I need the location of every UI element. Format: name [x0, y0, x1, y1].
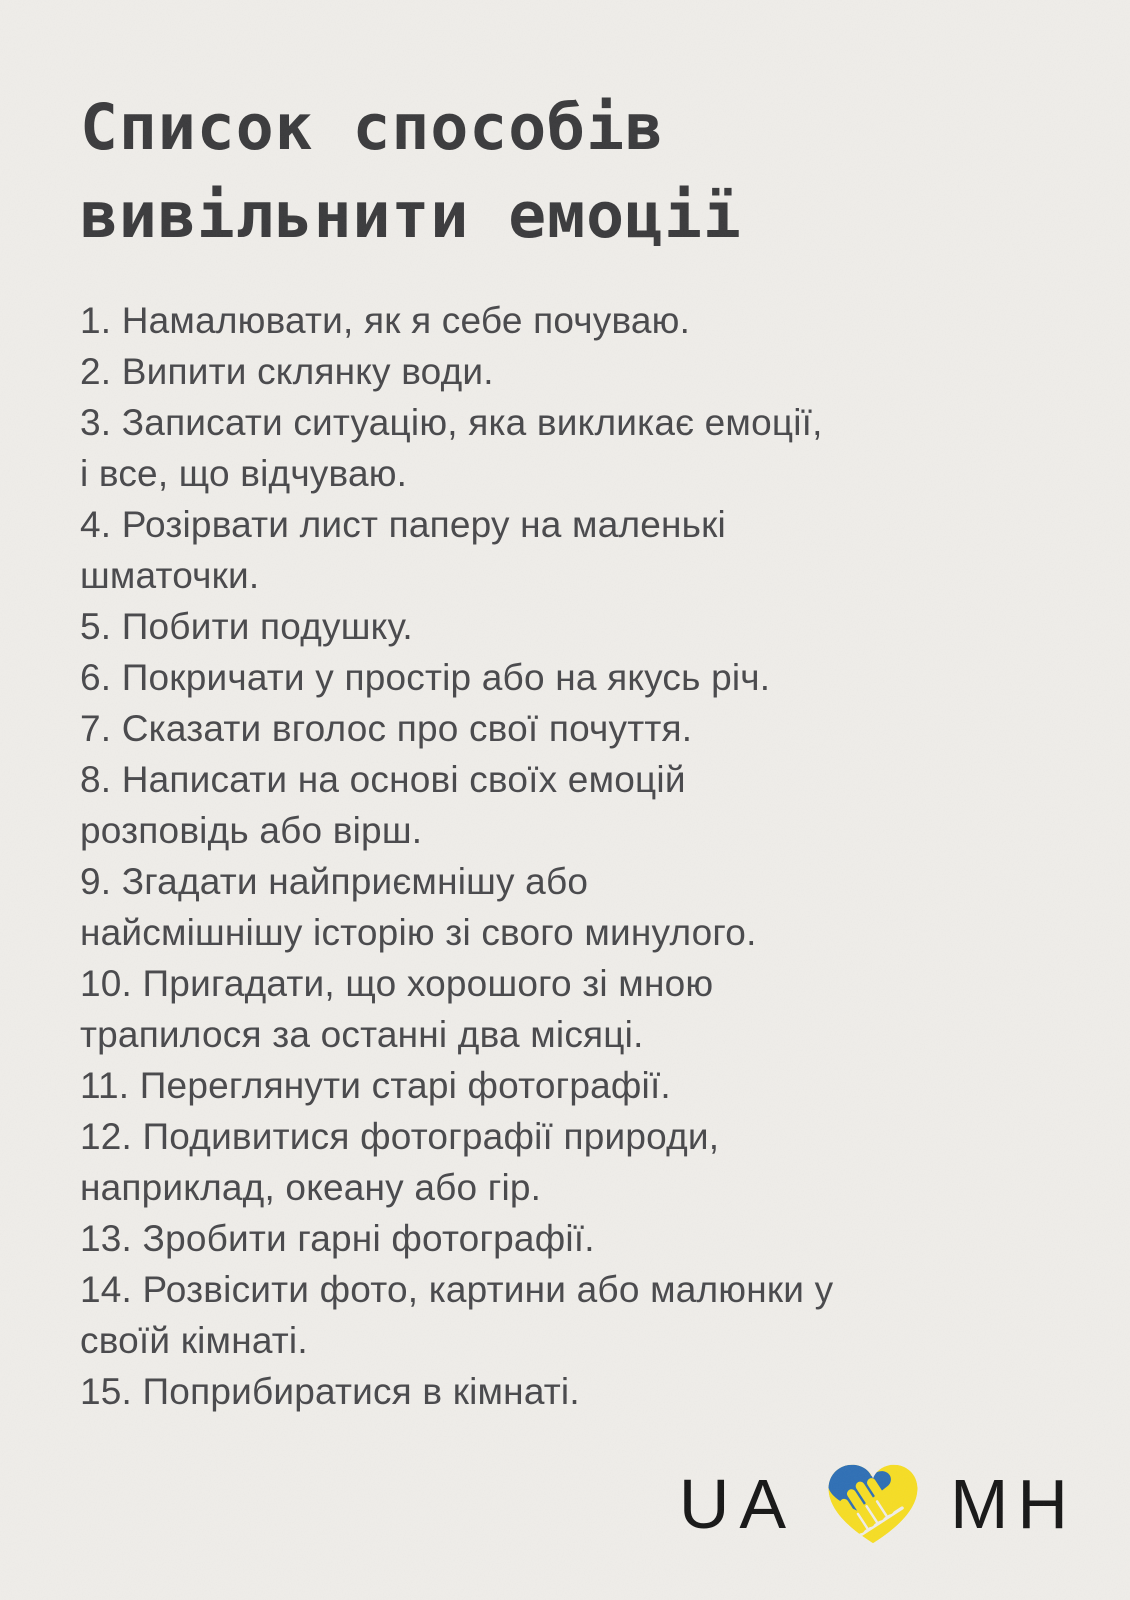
list-item-line: 6. Покричати у простір або на якусь річ. — [80, 657, 771, 698]
list-item-line: розповідь або вірш. — [80, 810, 423, 851]
list-item — [80, 856, 1070, 958]
page-title-line-2: вивільнити емоції — [80, 179, 742, 252]
list-item — [80, 1264, 1070, 1366]
list-item-line: 10. Пригадати, що хорошого зі мною — [80, 963, 714, 1004]
list-item-line: 7. Сказати вголос про свої почуття. — [80, 708, 693, 749]
list-item-line: 3. Записати ситуацію, яка викликає емоції, — [80, 402, 823, 443]
list-item-line: 1. Намалювати, як я себе почуваю. — [80, 300, 691, 341]
list-item — [80, 1060, 1070, 1111]
hands-heart-icon — [824, 1458, 922, 1550]
list-item — [80, 295, 1070, 346]
list-item — [80, 652, 1070, 703]
brand-footer — [678, 1458, 1077, 1550]
list-item — [80, 346, 1070, 397]
list-item-line: 15. Поприбиратися в кімнаті. — [80, 1371, 580, 1412]
list-item-line: 11. Переглянути старі фотографії. — [80, 1065, 671, 1106]
page-title-line-1: Список способів — [80, 91, 664, 164]
list-item-line: шматочки. — [80, 555, 260, 596]
brand-mh-label: MH — [950, 1465, 1077, 1543]
list-item — [80, 397, 1070, 499]
list-item-line: наприклад, океану або гір. — [80, 1167, 542, 1208]
list-item-line: 2. Випити склянку води. — [80, 351, 494, 392]
list-item — [80, 1213, 1070, 1264]
list-item-line: найсмішнішу історію зі свого минулого. — [80, 912, 757, 953]
list-item — [80, 1111, 1070, 1213]
list-item — [80, 1366, 1070, 1417]
list-item-line: своїй кімнаті. — [80, 1320, 308, 1361]
list-item-line: 12. Подивитися фотографії природи, — [80, 1116, 720, 1157]
list-item — [80, 601, 1070, 652]
brand-ua-label: UA — [678, 1465, 797, 1543]
list-item-line: 13. Зробити гарні фотографії. — [80, 1218, 595, 1259]
list-item-line: і все, що відчуваю. — [80, 453, 408, 494]
list-item-line: 5. Побити подушку. — [80, 606, 413, 647]
list-item-line: 9. Згадати найприємнішу або — [80, 861, 589, 902]
list-item — [80, 703, 1070, 754]
list-item-line: 14. Розвісити фото, картини або малюнки у — [80, 1269, 834, 1310]
list-item — [80, 958, 1070, 1060]
list-item — [80, 499, 1070, 601]
list-item-line: трапилося за останні два місяці. — [80, 1014, 644, 1055]
list-item — [80, 754, 1070, 856]
page-title — [80, 84, 1070, 260]
list-item-line: 8. Написати на основі своїх емоцій — [80, 759, 686, 800]
emotion-list — [80, 295, 1070, 1417]
list-item-line: 4. Розірвати лист паперу на маленькі — [80, 504, 726, 545]
